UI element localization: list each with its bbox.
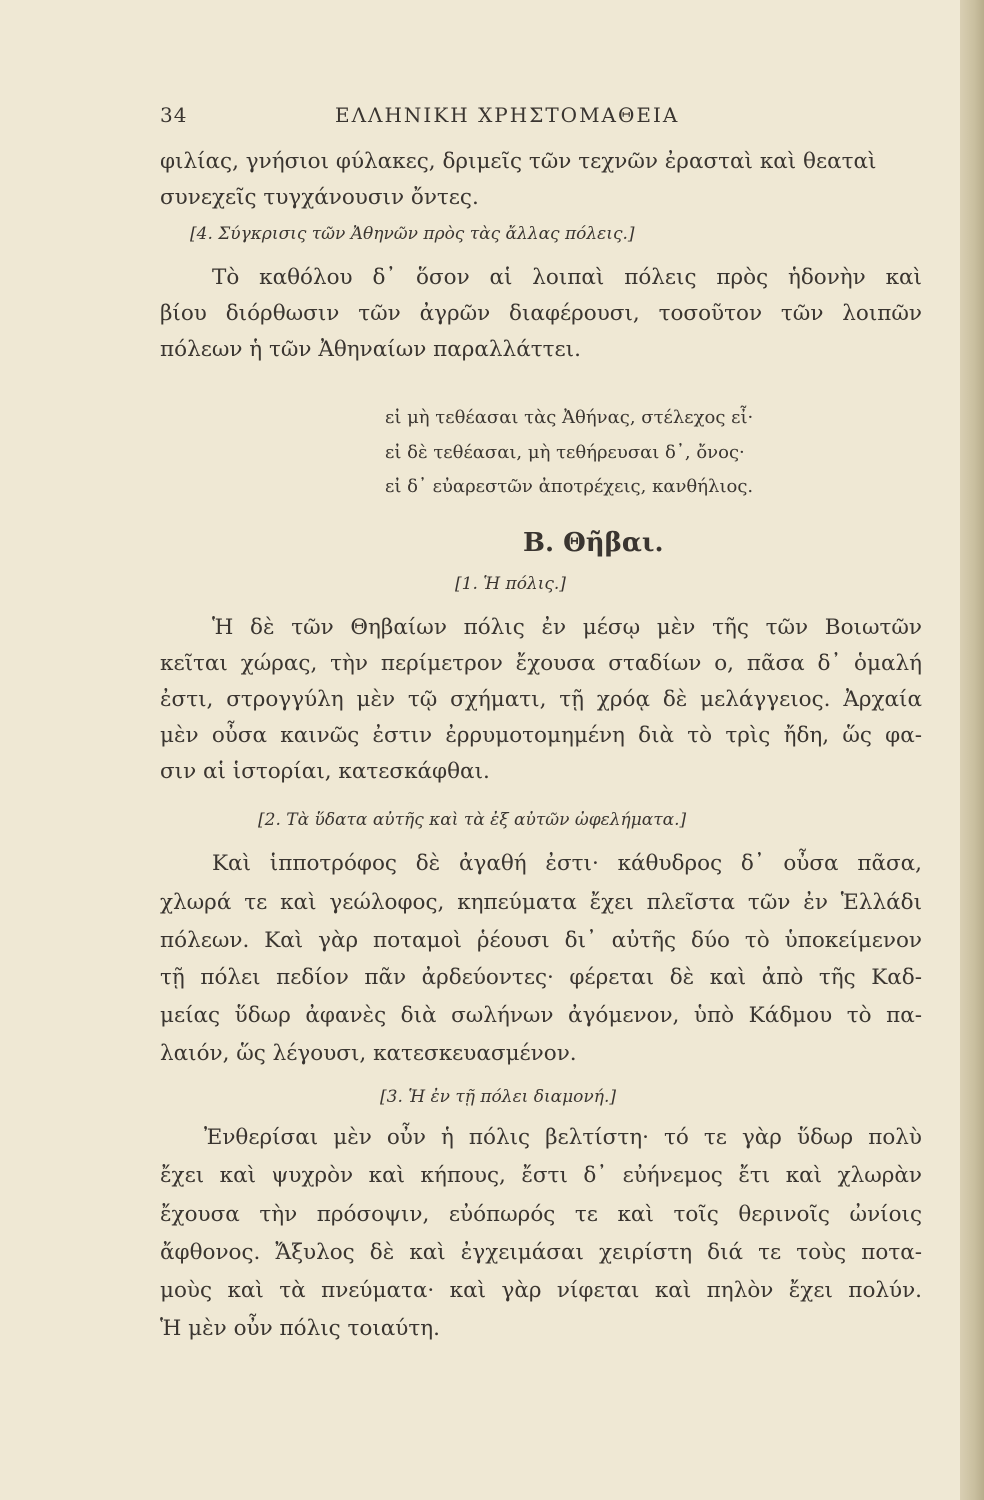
page-edge [960,0,984,1500]
chapter-title: Β. Θῆβαι. [523,528,664,558]
text-line: τῇ πόλει πεδίον πᾶν ἀρδεύοντες· φέρεται δὲ καὶ ἀπὸ τῆς Καδ- [160,965,922,990]
text-line: Ἐνθερίσαι μὲν οὖν ἡ πόλις βελτίστη· τό τε γὰρ ὕδωρ πολὺ [204,1125,922,1150]
page-number: 34 [160,103,188,127]
section-heading-4: [4. Σύγκρισις τῶν Ἀθηνῶν πρὸς τὰς ἄλλας πόλεις.] [190,224,635,244]
verse-line: εἰ μὴ τεθέασαι τὰς Ἀθήνας, στέλεχος εἶ· [385,407,754,428]
text-line: μοὺς καὶ τὰ πνεύματα· καὶ γὰρ νίφεται καὶ πηλὸν ἔχει πολύν. [160,1278,922,1303]
text-line: βίου διόρθωσιν τῶν ἀγρῶν διαφέρουσι, τοσοῦτον τῶν λοιπῶν [160,301,922,326]
text-line: χλωρά τε καὶ γεώλοφος, κηπεύματα ἔχει πλεῖστα τῶν ἐν Ἑλλάδι [160,890,922,915]
text-line: ἔχουσα τὴν πρόσοψιν, εὐόπωρός τε καὶ τοῖς θερινοῖς ὠνίοις [160,1202,922,1227]
text-line: Τὸ καθόλου δ᾽ ὅσον αἱ λοιπαὶ πόλεις πρὸς ἡδονὴν καὶ [212,265,922,290]
text-line: συνεχεῖς τυγχάνουσιν ὄντες. [160,185,479,210]
text-line: ἄφθονος. Ἄξυλος δὲ καὶ ἐγχειμάσαι χειρίστη διά τε τοὺς ποτα- [160,1240,922,1265]
running-header [160,103,760,129]
text-line: Καὶ ἱπποτρόφος δὲ ἀγαθή ἐστι· κάθυδρος δ᾽ οὖσα πᾶσα, [212,851,922,876]
text-line: μὲν οὖσα καινῶς ἐστιν ἐρρυμοτομημένη διὰ τὸ τρὶς ἤδη, ὥς φα- [160,723,922,748]
text-line: Ἡ μὲν οὖν πόλις τοιαύτη. [160,1316,440,1341]
text-line: κεῖται χώρας, τὴν περίμετρον ἔχουσα σταδίων ο, πᾶσα δ᾽ ὁμαλή [160,651,922,676]
text-line: ἔχει καὶ ψυχρὸν καὶ κήπους, ἔστι δ᾽ εὐήνεμος ἔτι καὶ χλωρὰν [160,1163,922,1188]
text-line: πόλεων. Καὶ γὰρ ποταμοὶ ῥέουσι δι᾽ αὐτῆς δύο τὸ ὑποκείμενον [160,928,922,953]
text-line: μείας ὕδωρ ἀφανὲς διὰ σωλήνων ἀγόμενον, ὑπὸ Κάδμου τὸ πα- [160,1003,922,1028]
text-line: λαιόν, ὥς λέγουσι, κατεσκευασμένον. [160,1041,577,1066]
section-heading-3: [3. Ἡ ἐν τῇ πόλει διαμονή.] [380,1087,616,1107]
text-line: φιλίας, γνήσιοι φύλακες, δριμεῖς τῶν τεχνῶν ἐρασταὶ καὶ θεαταὶ [160,149,877,174]
verse-line: εἰ δὲ τεθέασαι, μὴ τεθήρευσαι δ᾽, ὄνος· [385,442,745,463]
verse-line: εἰ δ᾽ εὐαρεστῶν ἀποτρέχεις, κανθήλιος. [385,476,754,497]
section-heading-1: [1. Ἡ πόλις.] [455,574,566,594]
text-line: πόλεων ἡ τῶν Ἀθηναίων παραλλάττει. [160,337,581,362]
text-line: ἐστι, στρογγύλη μὲν τῷ σχήματι, τῇ χρόᾳ δὲ μελάγγειος. Ἀρχαία [160,687,922,712]
text-line: σιν αἱ ἱστορίαι, κατεσκάφθαι. [160,759,490,784]
running-title: ΕΛΛΗΝΙΚΗ ΧΡΗΣΤΟΜΑΘΕΙΑ [335,103,680,127]
section-heading-2: [2. Τὰ ὕδατα αὐτῆς καὶ τὰ ἐξ αὐτῶν ὠφελήματα.] [258,810,687,830]
text-line: Ἡ δὲ τῶν Θηβαίων πόλις ἐν μέσῳ μὲν τῆς τῶν Βοιωτῶν [212,615,922,640]
